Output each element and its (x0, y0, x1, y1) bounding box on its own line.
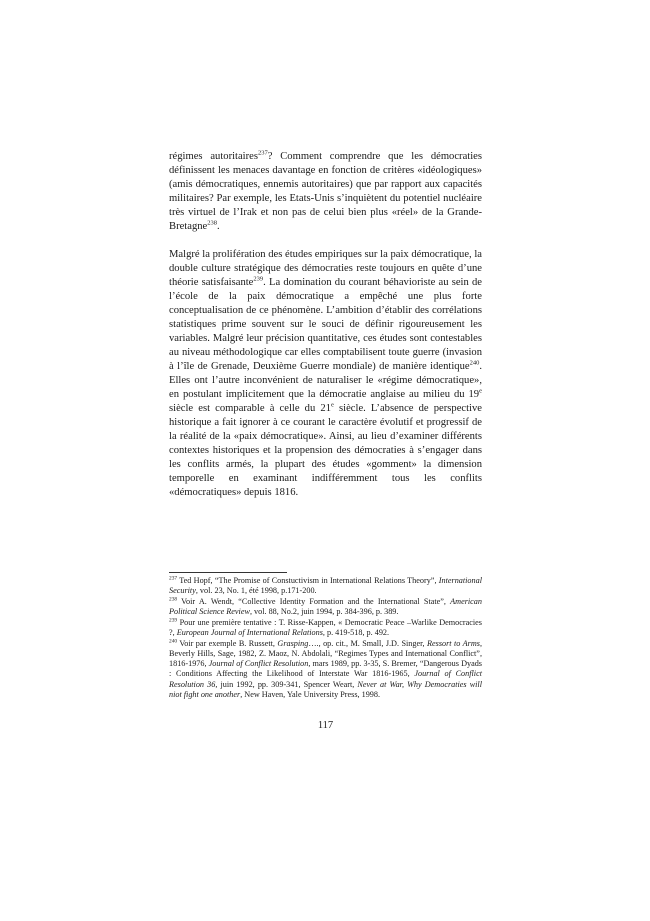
footnotes (169, 576, 482, 700)
text-run: , vol. 88, No.2, juin 1994, p. 384-396, p. 389. (249, 607, 399, 617)
text-run: . Elles ont l’autre inconvénient de naturaliser le «régime démocratique», en postulant implicitement que la démocratie anglaise au milieu du 19 (169, 361, 482, 400)
footnote-238 (169, 597, 482, 617)
book-title: Never at War, Why Democraties will niot fight one another (169, 679, 482, 699)
footnote-number: 238 (169, 596, 178, 603)
footnote-239 (169, 618, 482, 638)
footnote-ref-240: 240 (469, 359, 480, 367)
text-run: …., op. cit., M. Small, J.D. Singer, (308, 638, 427, 648)
text-run: , mars 1989, pp. 3-35, S. Bremer, “Dangerous Dyads : Conditions Affecting the Likelihood of Interstate War 1816-1965, (169, 659, 482, 679)
footnote-number: 240 (169, 637, 178, 644)
text-run: siècle. L’absence de perspective historique a fait ignorer à ce courant le caractère évolutif et progressif de la réalité de la «paix démocratique». Ainsi, au lieu d’examiner différents contextes historiques et la propension des démocraties à s’engager dans les conflits armés, la plupart des études «gomment» la dimension temporelle en examinant indifféremment tous les conflits «démocratiques» depuis 1816. (169, 403, 482, 498)
footnote-ref-239: 239 (253, 275, 264, 283)
footnote-ref-237: 237 (257, 149, 268, 157)
text-run: Pour une première tentative : T. Risse-Kappen, « Democratic Peace –Warlike Democracies ?, (169, 617, 482, 638)
footnote-separator (169, 572, 287, 573)
journal-title: International Security (169, 576, 482, 596)
footnote-number: 237 (169, 575, 178, 582)
text-run: , p. 419-518, p. 492. (322, 628, 390, 638)
journal-title: American Political Science Review (169, 596, 482, 617)
book-title: Grasping (277, 638, 309, 648)
journal-title: Journal of Conflict Resolution (208, 659, 309, 669)
text-run: . (217, 221, 220, 232)
journal-title: European Journal of International Relations (176, 628, 323, 638)
footnote-237 (169, 576, 482, 596)
text-run: Malgré la prolifération des études empiriques sur la paix démocratique, la double culture stratégique des démocraties reste toujours en quête d’une théorie satisfaisante (169, 249, 482, 288)
century-superscript: e (479, 387, 482, 395)
text-run: siècle est comparable à celle du 21 (169, 403, 331, 414)
text-run: . La domination du courant béhavioriste au sein de l’école de la paix démocratique a empêché une plus forte conceptualisation de ce phénomène. L’ambition d’établir des corrélations statistiques prime souvent sur le souci de définir rigoureusement les variables. Malgré leur précision quantitative, ces études sont contestables au niveau méthodologique car elles comptabilisent toute guerre (invasion à l’île de Grenade, Deuxième Guerre mondiale) de manière identique (169, 277, 482, 372)
journal-title: Journal of Conflict Resolution 36 (169, 669, 482, 689)
text-run: , New Haven, Yale University Press, 1998. (240, 689, 381, 699)
text-run: régimes autoritaires (169, 151, 258, 162)
footnote-240 (169, 639, 482, 700)
text-run: , vol. 23, No. 1, été 1998, p.171-200. (195, 586, 317, 596)
century-superscript: e (331, 401, 334, 409)
text-run: , juin 1992, pp. 309-341, Spencer Weart, (215, 679, 358, 689)
paragraph-1 (169, 150, 482, 234)
text-run: Ted Hopf, “The Promise of Constuctivism in International Relations Theory”, (177, 576, 439, 585)
text-run: ? Comment comprendre que les démocraties définissent les menaces davantage en fonction de critères «idéologiques» (amis démocratiques, ennemis autoritaires) que par rapport aux capacités militaires? Par exemple, les Etats-Unis s’inquiètent du potentiel nucléaire très virtuel de l’Irak et non pas de celui bien plus «réel» de la Grande-Bretagne (169, 151, 482, 232)
book-title: Ressort to Arms (427, 638, 480, 648)
paragraph-2 (169, 248, 482, 500)
text-run: , Beverly Hills, Sage, 1982, Z. Maoz, N. Abdolali, “Regimes Types and International Conflict”, 1816-1976, (169, 638, 482, 669)
text-run: Voir par exemple B. Russett, (177, 638, 278, 648)
footnote-ref-238: 238 (207, 219, 217, 227)
body-text (169, 150, 482, 500)
page-number: 117 (317, 720, 334, 731)
footnote-number: 239 (169, 617, 178, 624)
text-run: Voir A. Wendt, “Collective Identity Formation and the International State”, (177, 596, 451, 606)
